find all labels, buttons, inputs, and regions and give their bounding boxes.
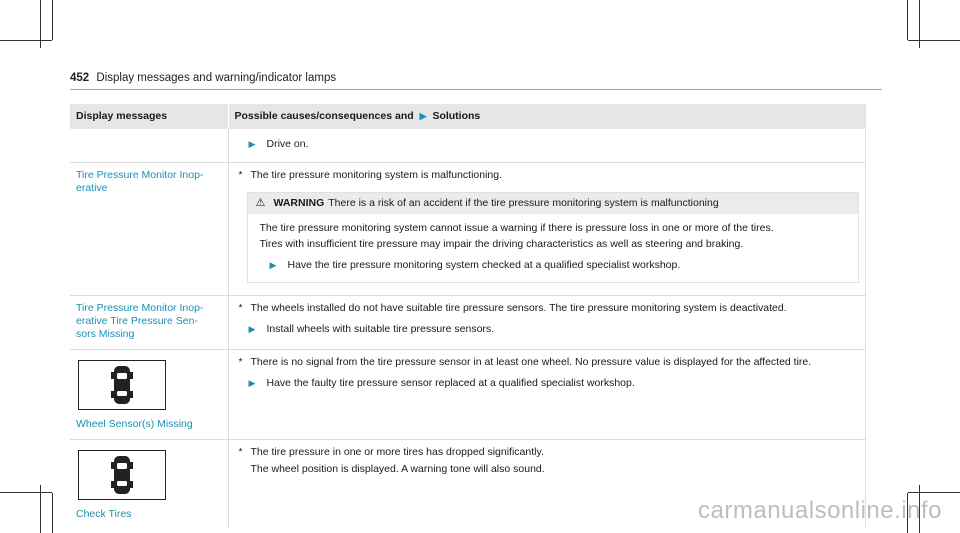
- table-row: [70, 129, 866, 163]
- action-step: [239, 138, 860, 151]
- crop-mark: [52, 493, 53, 533]
- cause-bullet: [239, 446, 860, 459]
- cause-cell: [228, 129, 866, 163]
- action-step: [260, 259, 851, 272]
- warning-box: [247, 192, 860, 283]
- action-text: Have the tire pressure monitoring system checked at a qualified specialist workshop.: [287, 259, 681, 271]
- action-step: [239, 323, 860, 336]
- display-message: Check Tires: [76, 508, 132, 520]
- column-header-display: Display messages: [70, 104, 228, 129]
- solutions-label: Solutions: [432, 110, 481, 122]
- crop-mark: [907, 0, 908, 40]
- play-arrow-icon: ▶: [269, 260, 277, 270]
- crop-mark: [52, 0, 53, 40]
- display-message: Tire Pressure Monitor Inop- erative Tire Pressure Sen- sors Missing: [70, 296, 228, 350]
- table-row: [70, 296, 866, 350]
- header-rule: [70, 89, 882, 90]
- display-messages-table: [70, 104, 866, 529]
- crop-mark: [0, 492, 52, 493]
- cause-bullet: [239, 356, 860, 369]
- crop-mark: [908, 492, 960, 493]
- warning-paragraph: The tire pressure monitoring system cannot issue a warning if there is pressure loss in one or more of the tires.: [259, 222, 774, 234]
- cause-text: The tire pressure monitoring system is malfunctioning.: [250, 169, 503, 181]
- play-arrow-icon: ▶: [248, 378, 256, 388]
- crop-mark: [908, 40, 960, 41]
- warning-header: [248, 193, 859, 214]
- car-top-view-icon: [78, 450, 166, 500]
- warning-body: [248, 214, 859, 282]
- display-message: Tire Pressure Monitor Inop- erative: [70, 163, 228, 296]
- bullet-star: *: [238, 446, 243, 458]
- car-top-view-icon: [78, 360, 166, 410]
- section-title: Display messages and warning/indicator lamps: [96, 72, 337, 84]
- play-arrow-icon: ▶: [248, 139, 256, 149]
- warning-triangle-icon: ⚠: [255, 197, 266, 209]
- action-step: [239, 377, 860, 390]
- cause-cell: [228, 296, 866, 350]
- page-number: 452: [70, 72, 90, 84]
- table-header-row: [70, 104, 866, 129]
- table-row: [70, 163, 866, 296]
- warning-paragraph: Tires with insufficient tire pressure may impair the driving characteristics as well as steering and braking.: [259, 238, 744, 250]
- cause-bullet: [239, 302, 860, 315]
- bullet-star: *: [238, 302, 243, 314]
- column-header-causes: [228, 104, 866, 129]
- table-row: [70, 350, 866, 440]
- note-text: The wheel position is displayed. A warning tone will also sound.: [250, 463, 545, 475]
- display-cell: [70, 350, 228, 440]
- bullet-star: *: [238, 356, 243, 368]
- display-cell: [70, 129, 228, 163]
- crop-mark: [0, 40, 52, 41]
- display-cell: [70, 440, 228, 530]
- cause-cell: [228, 163, 866, 296]
- play-arrow-icon: ▶: [248, 324, 256, 334]
- cause-bullet: [239, 169, 860, 182]
- play-arrow-icon: ▶: [419, 111, 427, 121]
- display-message: Wheel Sensor(s) Missing: [76, 418, 193, 430]
- cause-text: There is no signal from the tire pressure sensor in at least one wheel. No pressure value is displayed for the affected tire.: [250, 356, 812, 368]
- cause-cell: [228, 350, 866, 440]
- cause-text: The tire pressure in one or more tires has dropped significantly.: [250, 446, 544, 458]
- watermark: carmanualsonline.info: [698, 497, 942, 524]
- warning-title: There is a risk of an accident if the tire pressure monitoring system is malfunctioning: [328, 197, 719, 209]
- action-text: Have the faulty tire pressure sensor replaced at a qualified specialist workshop.: [266, 377, 635, 389]
- page-header: [70, 72, 336, 84]
- action-text: Install wheels with suitable tire pressure sensors.: [266, 323, 495, 335]
- warning-label: WARNING: [273, 197, 325, 209]
- bullet-star: *: [238, 169, 243, 181]
- causes-label: Possible causes/consequences and: [234, 110, 414, 122]
- cause-text: The wheels installed do not have suitable tire pressure sensors. The tire pressure monitoring system is deactivated.: [250, 302, 787, 314]
- action-text: Drive on.: [266, 138, 309, 150]
